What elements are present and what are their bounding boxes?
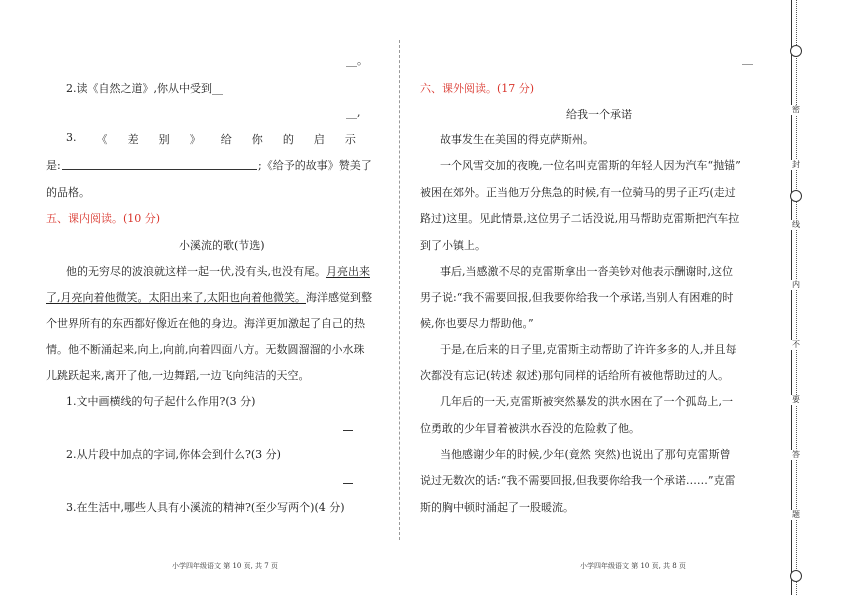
q3-char: 《 <box>96 133 108 146</box>
q3-char: 示 <box>344 133 356 146</box>
q3-char: 启 <box>313 133 325 146</box>
seal-char: 题 <box>789 510 803 520</box>
story-line: 路过)这里。见此情景,这位男子二话没说,用马帮助克雷斯把汽车拉 <box>420 212 740 225</box>
story-line: 到了小镇上。 <box>420 239 486 252</box>
seal-char: 密 <box>789 105 803 115</box>
answer-blank-q3[interactable] <box>62 169 257 170</box>
column-divider <box>399 40 400 540</box>
passage-line-2 <box>46 289 372 305</box>
q3-char: 你 <box>251 133 263 146</box>
passage-line-4: 情。他不断涌起来,向上,向前,向着四面八方。无数圆溜溜的小水珠 <box>46 343 365 356</box>
q3-line2-end: ;《给予的故事》赞美了 <box>258 159 372 172</box>
story-line: 斯的胸中顿时涌起了一股暖流。 <box>420 501 574 514</box>
story-line: 于是,在后来的日子里,克雷斯主动帮助了许许多多的人,并且每 <box>440 343 737 356</box>
story-line: 说过无数次的话:“我不需要回报,但我要你给我一个承诺……”克雷 <box>420 474 736 487</box>
blank-end-q2: __, <box>346 106 361 119</box>
blank-top-right: __ <box>742 52 753 65</box>
story-line: 一个风雪交加的夜晚,一位名叫克雷斯的年轻人因为汽车“抛锚” <box>440 159 741 172</box>
q3-char: 》 <box>189 133 201 146</box>
page-footer-left: 小学四年级语文 第 10 页, 共 7 页 <box>172 562 278 570</box>
passage-line-3: 个世界所有的东西都好像近在他的身边。海洋更加激起了自己的热 <box>46 317 365 330</box>
story-line: 故事发生在美国的得克萨斯州。 <box>440 133 594 146</box>
story-line: 男子说:“我不需要回报,但我要你给我一个承诺,当别人有困难的时 <box>420 291 734 304</box>
reading-question-2: 2.从片段中加点的字词,你体会到什么?(3 分) <box>66 448 281 461</box>
q3-line3: 的品格。 <box>46 186 90 199</box>
question-3-line1 <box>66 131 356 147</box>
page-footer-right: 小学四年级语文 第 10 页, 共 8 页 <box>580 562 686 570</box>
passage-title-right: 给我一个承诺 <box>566 108 632 121</box>
story-line: 当他感谢少年的时候,少年(竟然 突然)也说出了那句克雷斯曾 <box>440 448 731 461</box>
section-6-heading: 六、课外阅读。(17 分) <box>420 82 535 95</box>
binding-hole <box>790 190 802 202</box>
story-line: 次都没有忘记(转述 叙述)那句同样的话给所有被他帮助过的人。 <box>420 369 730 382</box>
passage-text: 海洋感觉到整 <box>306 291 372 304</box>
passage-line-5: 儿跳跃起来,离开了他,一边舞蹈,一边飞向纯洁的天空。 <box>46 369 310 382</box>
answer-blank-1[interactable] <box>343 430 353 431</box>
q3-char: 别 <box>158 133 170 146</box>
story-line: 候,你也要尽力帮助他。” <box>420 317 534 330</box>
seal-char: 内 <box>789 280 803 290</box>
answer-blank-2[interactable] <box>343 483 353 484</box>
reading-question-3: 3.在生活中,哪些人具有小溪流的精神?(至少写两个)(4 分) <box>66 501 345 514</box>
seal-char: 不 <box>789 340 803 350</box>
reading-question-1: 1.文中画横线的句子起什么作用?(3 分) <box>66 395 256 408</box>
seal-char: 线 <box>789 220 803 230</box>
q3-char: 的 <box>282 133 294 146</box>
blank-end-top: __。 <box>346 54 368 67</box>
binding-hole <box>790 45 802 57</box>
q3-char: 给 <box>220 133 232 146</box>
story-line: 几年后的一天,克雷斯被突然暴发的洪水困在了一个孤岛上,一 <box>440 395 733 408</box>
passage-line-1 <box>66 263 370 279</box>
binding-margin <box>790 0 804 595</box>
underlined-sentence: 月亮出来 <box>326 265 370 278</box>
seal-char: 答 <box>789 450 803 460</box>
q3-char: 3. <box>66 131 77 144</box>
binding-edge-line <box>791 0 792 595</box>
seal-char: 封 <box>789 160 803 170</box>
underlined-sentence: 了,月亮向着他微笑。太阳出来了,太阳也向着他微笑。 <box>46 291 306 304</box>
q3-line2-start: 是: <box>46 159 61 172</box>
story-line: 位勇敢的少年冒着被洪水吞没的危险救了他。 <box>420 422 640 435</box>
q3-char: 差 <box>127 133 139 146</box>
binding-hole <box>790 570 802 582</box>
question-2: 2.读《自然之道》,你从中受到__ <box>66 82 223 95</box>
section-5-heading: 五、课内阅读。(10 分) <box>46 212 161 225</box>
passage-title-left: 小溪流的歌(节选) <box>179 239 265 252</box>
story-line: 被困在郊外。正当他万分焦急的时候,有一位骑马的男子正巧(走过 <box>420 186 736 199</box>
passage-text: 他的无穷尽的波浪就这样一起一伏,没有头,也没有尾。 <box>66 265 326 278</box>
seal-dotted-line <box>796 0 797 595</box>
story-line: 事后,当感激不尽的克雷斯拿出一沓美钞对他表示酬谢时,这位 <box>440 265 733 278</box>
seal-char: 要 <box>789 395 803 405</box>
